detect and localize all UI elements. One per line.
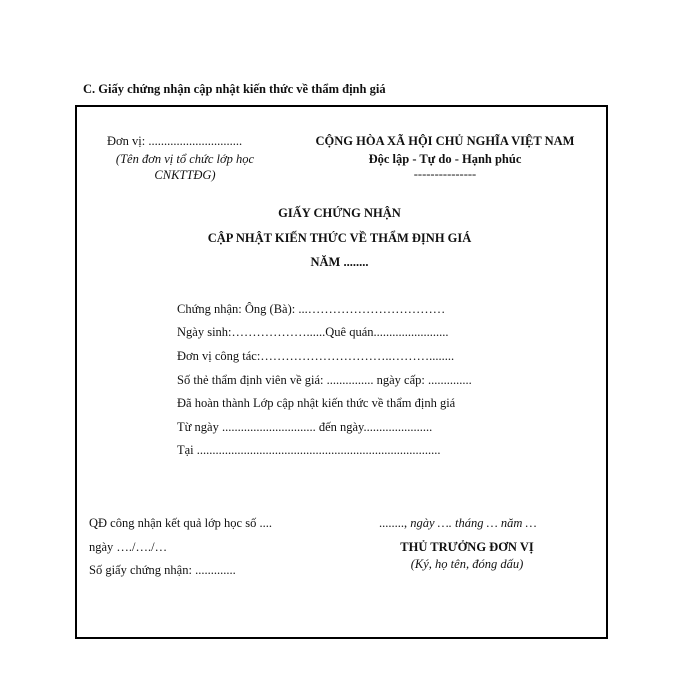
decision-date: ngày …./…./… [89,540,168,554]
certificate-title: GIẤY CHỨNG NHẬN [278,206,401,220]
unit-note-1: (Tên đơn vị tổ chức lớp học [115,152,255,166]
certificate-frame [75,105,608,639]
body-line-workplace: Đơn vị công tác:…………………………..………........ [177,349,455,363]
body-line-card-number: Số thẻ thẩm định viên về giá: ............... ngày cấp: .............. [177,373,472,387]
motto: Độc lập - Tự do - Hạnh phúc [368,152,522,166]
body-line-birth: Ngày sinh:………………......Quê quán........................ [177,325,449,339]
unit-line: Đơn vị: .............................. [107,134,243,148]
body-line-recipient: Chứng nhận: Ông (Bà): ...…………………………… [177,302,446,316]
certificate-year: NĂM ........ [310,255,369,269]
sign-date [379,516,537,531]
certificate-subtitle: CẬP NHẬT KIẾN THỨC VỀ THẨM ĐỊNH GIÁ [207,231,472,245]
sign-date-prefix: ........, [379,516,408,530]
certificate-number: Số giấy chứng nhận: ............. [89,563,236,577]
signer-title: THỦ TRƯỞNG ĐƠN VỊ [400,540,534,554]
sign-date-rest: ngày …. tháng … năm … [410,516,537,530]
body-line-dates: Từ ngày .............................. đến ngày...................... [177,420,433,434]
body-line-completed: Đã hoàn thành Lớp cập nhật kiến thức về thẩm định giá [177,396,456,410]
country-name: CỘNG HÒA XÃ HỘI CHỦ NGHĨA VIỆT NAM [315,134,575,148]
section-title: C. Giấy chứng nhận cập nhật kiến thức về thẩm định giá [83,82,386,96]
body-line-location: Tại .............................................................................. [177,443,441,457]
decision-line: QĐ công nhận kết quả lớp học số .... [89,516,272,530]
header-divider: --------------- [413,167,477,181]
unit-note-2: CNKTTĐG) [154,168,216,182]
signer-note: (Ký, họ tên, đóng dấu) [410,557,524,571]
